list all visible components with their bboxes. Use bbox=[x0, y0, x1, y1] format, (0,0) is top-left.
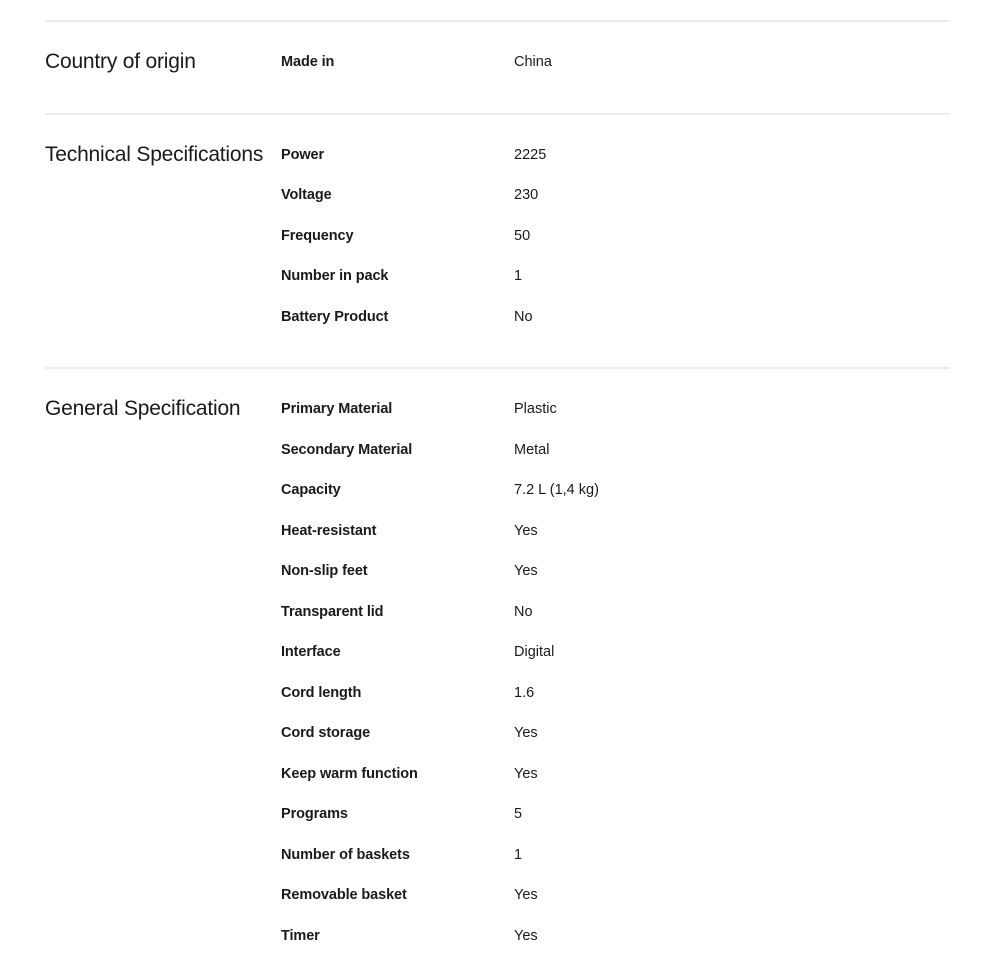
section-title: Technical Specifications bbox=[45, 142, 264, 166]
spec-label: Cord storage bbox=[281, 725, 371, 742]
spec-row bbox=[281, 511, 950, 552]
spec-value: Yes bbox=[514, 522, 538, 539]
spec-row bbox=[281, 389, 950, 430]
spec-row bbox=[281, 673, 950, 714]
spec-value: 1.6 bbox=[514, 684, 535, 701]
spec-value: 50 bbox=[514, 227, 531, 244]
spec-value: 230 bbox=[514, 187, 539, 204]
spec-value: Yes bbox=[514, 765, 538, 782]
spec-row bbox=[281, 551, 950, 592]
spec-label: Cord length bbox=[281, 684, 362, 701]
spec-value: 1 bbox=[514, 268, 523, 285]
spec-label: Heat-resistant bbox=[281, 522, 377, 539]
spec-value: Plastic bbox=[514, 401, 557, 418]
spec-label: Secondary Material bbox=[281, 441, 413, 458]
spec-label: Primary Material bbox=[281, 401, 393, 418]
spec-row bbox=[281, 754, 950, 795]
spec-row bbox=[281, 835, 950, 876]
spec-section bbox=[45, 113, 950, 368]
spec-row bbox=[281, 916, 950, 957]
section-title: General Specification bbox=[45, 397, 241, 420]
spec-label: Interface bbox=[281, 644, 341, 661]
spec-label: Non-slip feet bbox=[281, 563, 368, 580]
spec-label: Battery Product bbox=[281, 308, 389, 325]
spec-rows bbox=[281, 135, 950, 338]
spec-section bbox=[45, 367, 950, 960]
spec-value: 1 bbox=[514, 846, 523, 863]
spec-value: China bbox=[514, 54, 552, 71]
spec-rows bbox=[281, 42, 950, 83]
spec-label: Removable basket bbox=[281, 887, 407, 904]
spec-value: 7.2 L (1,4 kg) bbox=[514, 482, 599, 499]
specifications-panel bbox=[45, 0, 950, 960]
spec-row bbox=[281, 216, 950, 257]
spec-label: Voltage bbox=[281, 187, 332, 204]
spec-row bbox=[281, 175, 950, 216]
spec-value: Yes bbox=[514, 927, 538, 944]
spec-label: Frequency bbox=[281, 227, 354, 244]
spec-value: Yes bbox=[514, 887, 538, 904]
spec-value: Yes bbox=[514, 563, 538, 580]
spec-label: Capacity bbox=[281, 482, 341, 499]
spec-label: Number in pack bbox=[281, 268, 389, 285]
spec-label: Made in bbox=[281, 54, 335, 71]
spec-label: Keep warm function bbox=[281, 765, 418, 782]
spec-label: Power bbox=[281, 146, 325, 163]
spec-row bbox=[281, 42, 950, 83]
spec-row bbox=[281, 135, 950, 176]
spec-section bbox=[45, 20, 950, 113]
spec-label: Number of baskets bbox=[281, 846, 410, 863]
spec-row bbox=[281, 297, 950, 338]
spec-row bbox=[281, 470, 950, 511]
spec-row bbox=[281, 430, 950, 471]
section-title: Country of origin bbox=[45, 50, 196, 73]
spec-value: Metal bbox=[514, 441, 550, 458]
spec-value: 2225 bbox=[514, 146, 547, 163]
spec-row bbox=[281, 875, 950, 916]
spec-value: Digital bbox=[514, 644, 555, 661]
spec-label: Timer bbox=[281, 927, 320, 944]
spec-label: Programs bbox=[281, 806, 348, 823]
spec-row bbox=[281, 256, 950, 297]
spec-rows bbox=[281, 389, 950, 956]
spec-value: 5 bbox=[514, 806, 523, 823]
spec-label: Transparent lid bbox=[281, 603, 384, 620]
spec-row bbox=[281, 794, 950, 835]
spec-row bbox=[281, 592, 950, 633]
spec-value: No bbox=[514, 603, 533, 620]
spec-row bbox=[281, 713, 950, 754]
spec-value: No bbox=[514, 308, 533, 325]
spec-row bbox=[281, 632, 950, 673]
spec-value: Yes bbox=[514, 725, 538, 742]
